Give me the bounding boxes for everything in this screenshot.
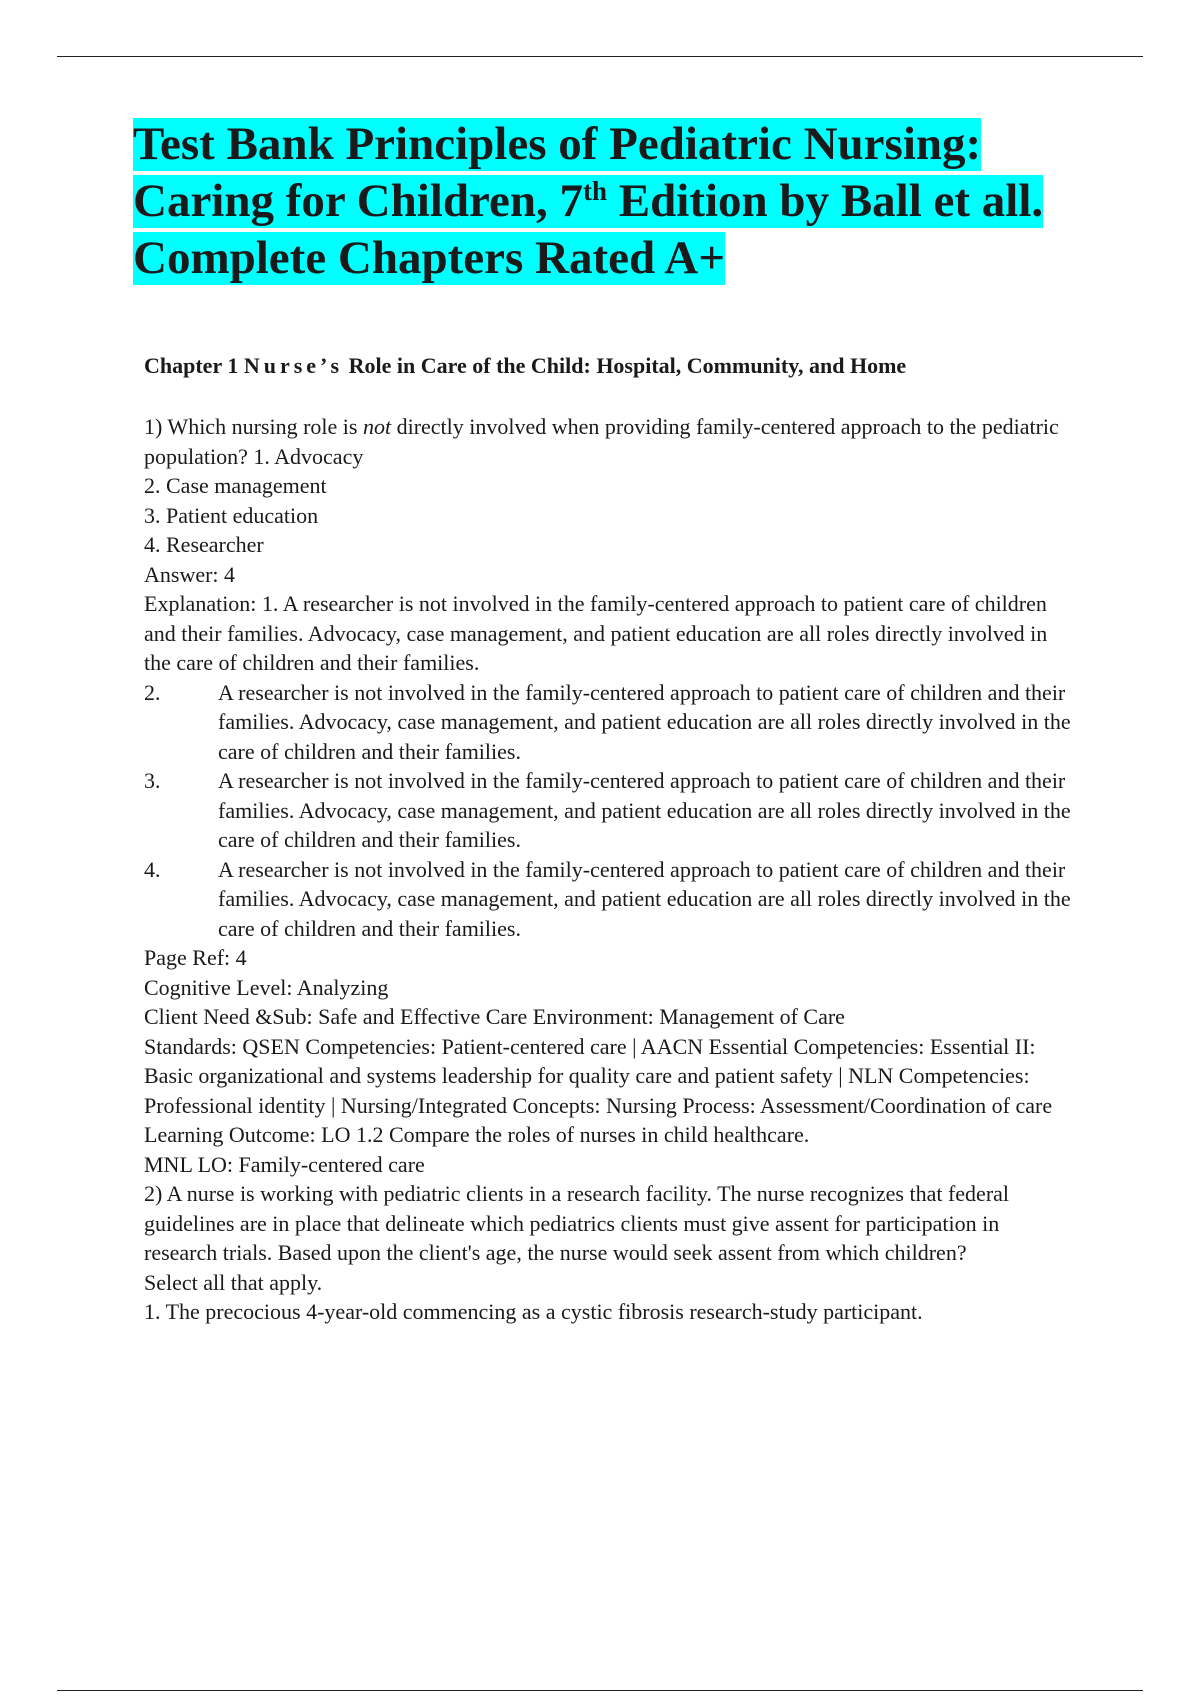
- question-content: [144, 412, 1074, 1327]
- question-1-explanation-4: 4. A researcher is not involved in the family-centered approach to patient care of children and their families. Advocacy, case management, and patient education are all roles directly involved in the care of children and their families.: [144, 856, 1071, 941]
- question-1-cognitive-level: Cognitive Level: Analyzing: [144, 974, 389, 1000]
- question-1-explanation-3: 3. A researcher is not involved in the family-centered approach to patient care of children and their families. Advocacy, case management, and patient education are all roles directly involved in the care of children and their families.: [144, 768, 1071, 852]
- header-rule: [57, 56, 1143, 57]
- question-1-option-2: 2. Case management: [144, 473, 327, 498]
- question-1-option-3: 3. Patient education: [144, 502, 319, 528]
- question-2-stem: 2) A nurse is working with pediatric clients in a research facility. The nurse recognizes that federal guidelines are in place that delineate which pediatrics clients must give assent for participation in research trials. Based upon the client's age, the nurse would seek assent from which children?: [144, 1181, 1010, 1265]
- document-title: [133, 116, 1133, 287]
- footer-rule: [57, 1690, 1143, 1691]
- question-1-client-need: Client Need &Sub: Safe and Effective Care Environment: Management of Care: [144, 1004, 845, 1029]
- question-1-answer: Answer: 4: [144, 561, 236, 587]
- chapter-heading: Chapter 1 Nurse’s Role in Care of the Child: Hospital, Community, and Home: [144, 353, 907, 378]
- question-2-option-1: 1. The precocious 4-year-old commencing as a cystic fibrosis research-study participant.: [144, 1299, 923, 1324]
- question-1-page-ref: Page Ref: 4: [144, 945, 247, 970]
- title-highlight: Test Bank Principles of Pediatric Nursing: Caring for Children, 7th Edition by Ball et all. Complete Chapters Rated A+: [133, 118, 1044, 284]
- question-1-stem: 1) Which nursing role is not directly involved when providing family-centered approach to the pediatric population? 1. Advocacy: [144, 414, 1059, 469]
- question-1-standards: Standards: QSEN Competencies: Patient-centered care | AACN Essential Competencies: Essential II: Basic organizational and systems leadership for quality care and patient safety | NLN Competencies: Professional identity | Nursing/Integrated Concepts: Nursing Process: Assessment/Coordination of care: [144, 1033, 1053, 1118]
- question-1-mnl-lo: MNL LO: Family-centered care: [144, 1151, 425, 1177]
- question-1-explanation-2: 2. A researcher is not involved in the family-centered approach to patient care of children and their families. Advocacy, case management, and patient education are all roles directly involved in the care of children and their families.: [144, 679, 1071, 764]
- question-1-option-4: 4. Researcher: [144, 532, 264, 557]
- question-1-learning-outcome: Learning Outcome: LO 1.2 Compare the roles of nurses in child healthcare.: [144, 1122, 810, 1147]
- question-2-instruction: Select all that apply.: [144, 1269, 323, 1295]
- question-1-explanation-1: Explanation: 1. A researcher is not involved in the family-centered approach to patient care of children and their families. Advocacy, case management, and patient education are all roles directly involved in the care of children and their families.: [144, 591, 1048, 675]
